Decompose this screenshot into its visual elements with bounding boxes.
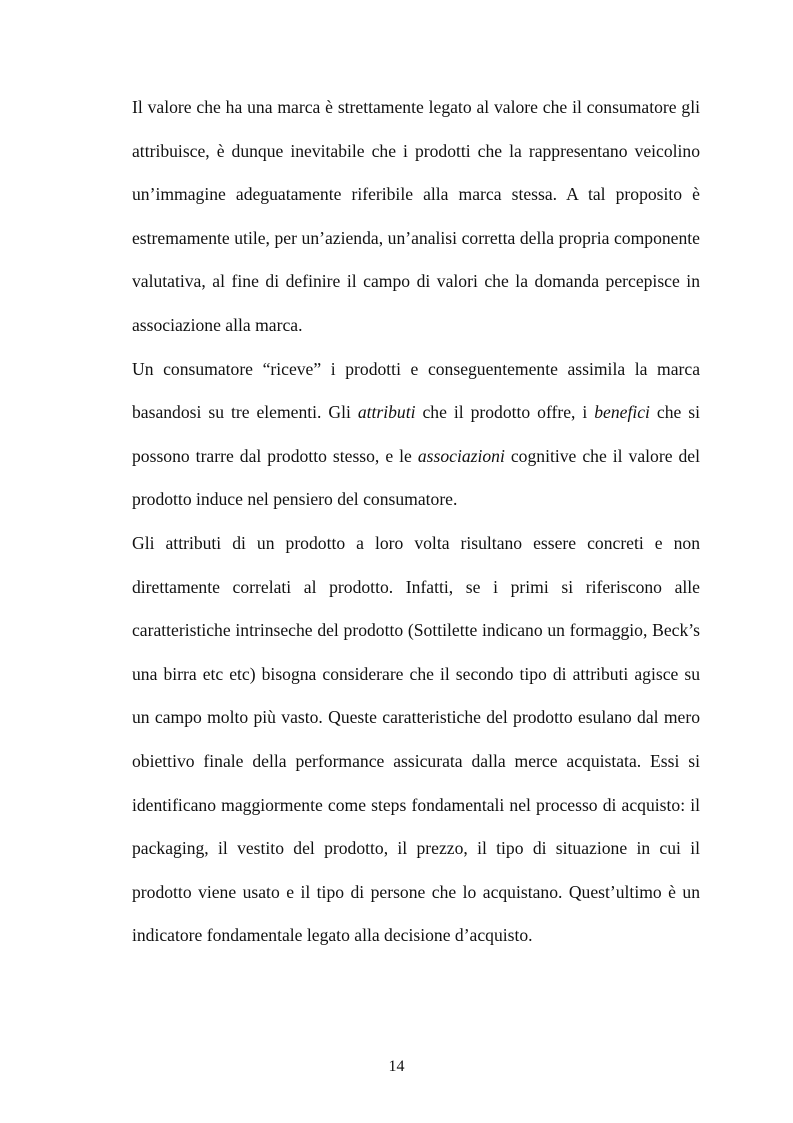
term-attributi: attributi	[357, 402, 416, 423]
paragraph-1	[132, 86, 700, 348]
paragraph-1-text: Il valore che ha una marca è strettamente legato al valore che il consumatore gli attribuisce, è dunque inevitabile che i prodotti che la rappresentano veicolino un’immagine adeguatamente riferibile alla marca stessa. A tal proposito è estremamente utile, per un’azienda, un’analisi corretta della propria componente valutativa, al fine di definire il campo di valori che la domanda percepisce in associazione alla marca.	[132, 97, 700, 335]
paragraph-3	[132, 522, 700, 958]
paragraph-2-text-a: Un consumatore “riceve” i prodotti e conseguentemente assimila la marca basandosi su tre elementi. Gli	[132, 358, 700, 423]
term-associazioni: associazioni	[417, 445, 505, 466]
paragraph-2-text-b: che il prodotto offre, i	[415, 402, 595, 423]
term-benefici: benefici	[594, 402, 650, 423]
paragraph-2	[132, 348, 700, 522]
paragraph-3-text: Gli attributi di un prodotto a loro volta risultano essere concreti e non direttamente correlati al prodotto. Infatti, se i primi si riferiscono alle caratteristiche intrinseche del prodotto (Sottilette indicano un formaggio, Beck’s una birra etc etc) bisogna considerare che il secondo tipo di attributi agisce su un campo molto più vasto. Queste caratteristiche del prodotto esulano dal mero obiettivo finale della performance assicurata dalla merce acquistata. Essi si identificano maggiormente come steps fondamentali nel processo di acquisto: il packaging, il vestito del prodotto, il prezzo, il tipo di situazione in cui il prodotto viene usato e il tipo di persone che lo acquistano. Quest’ultimo è un indicatore fondamentale legato alla decisione d’acquisto.	[132, 532, 700, 946]
paragraph-2-text-c: che si possono trarre dal prodotto stesso, e le	[132, 402, 700, 466]
paragraph-2-text-d: cognitive che il valore del prodotto induce nel pensiero del consumatore.	[132, 445, 700, 510]
page-body	[132, 86, 700, 958]
page-number: 14	[388, 1058, 405, 1075]
